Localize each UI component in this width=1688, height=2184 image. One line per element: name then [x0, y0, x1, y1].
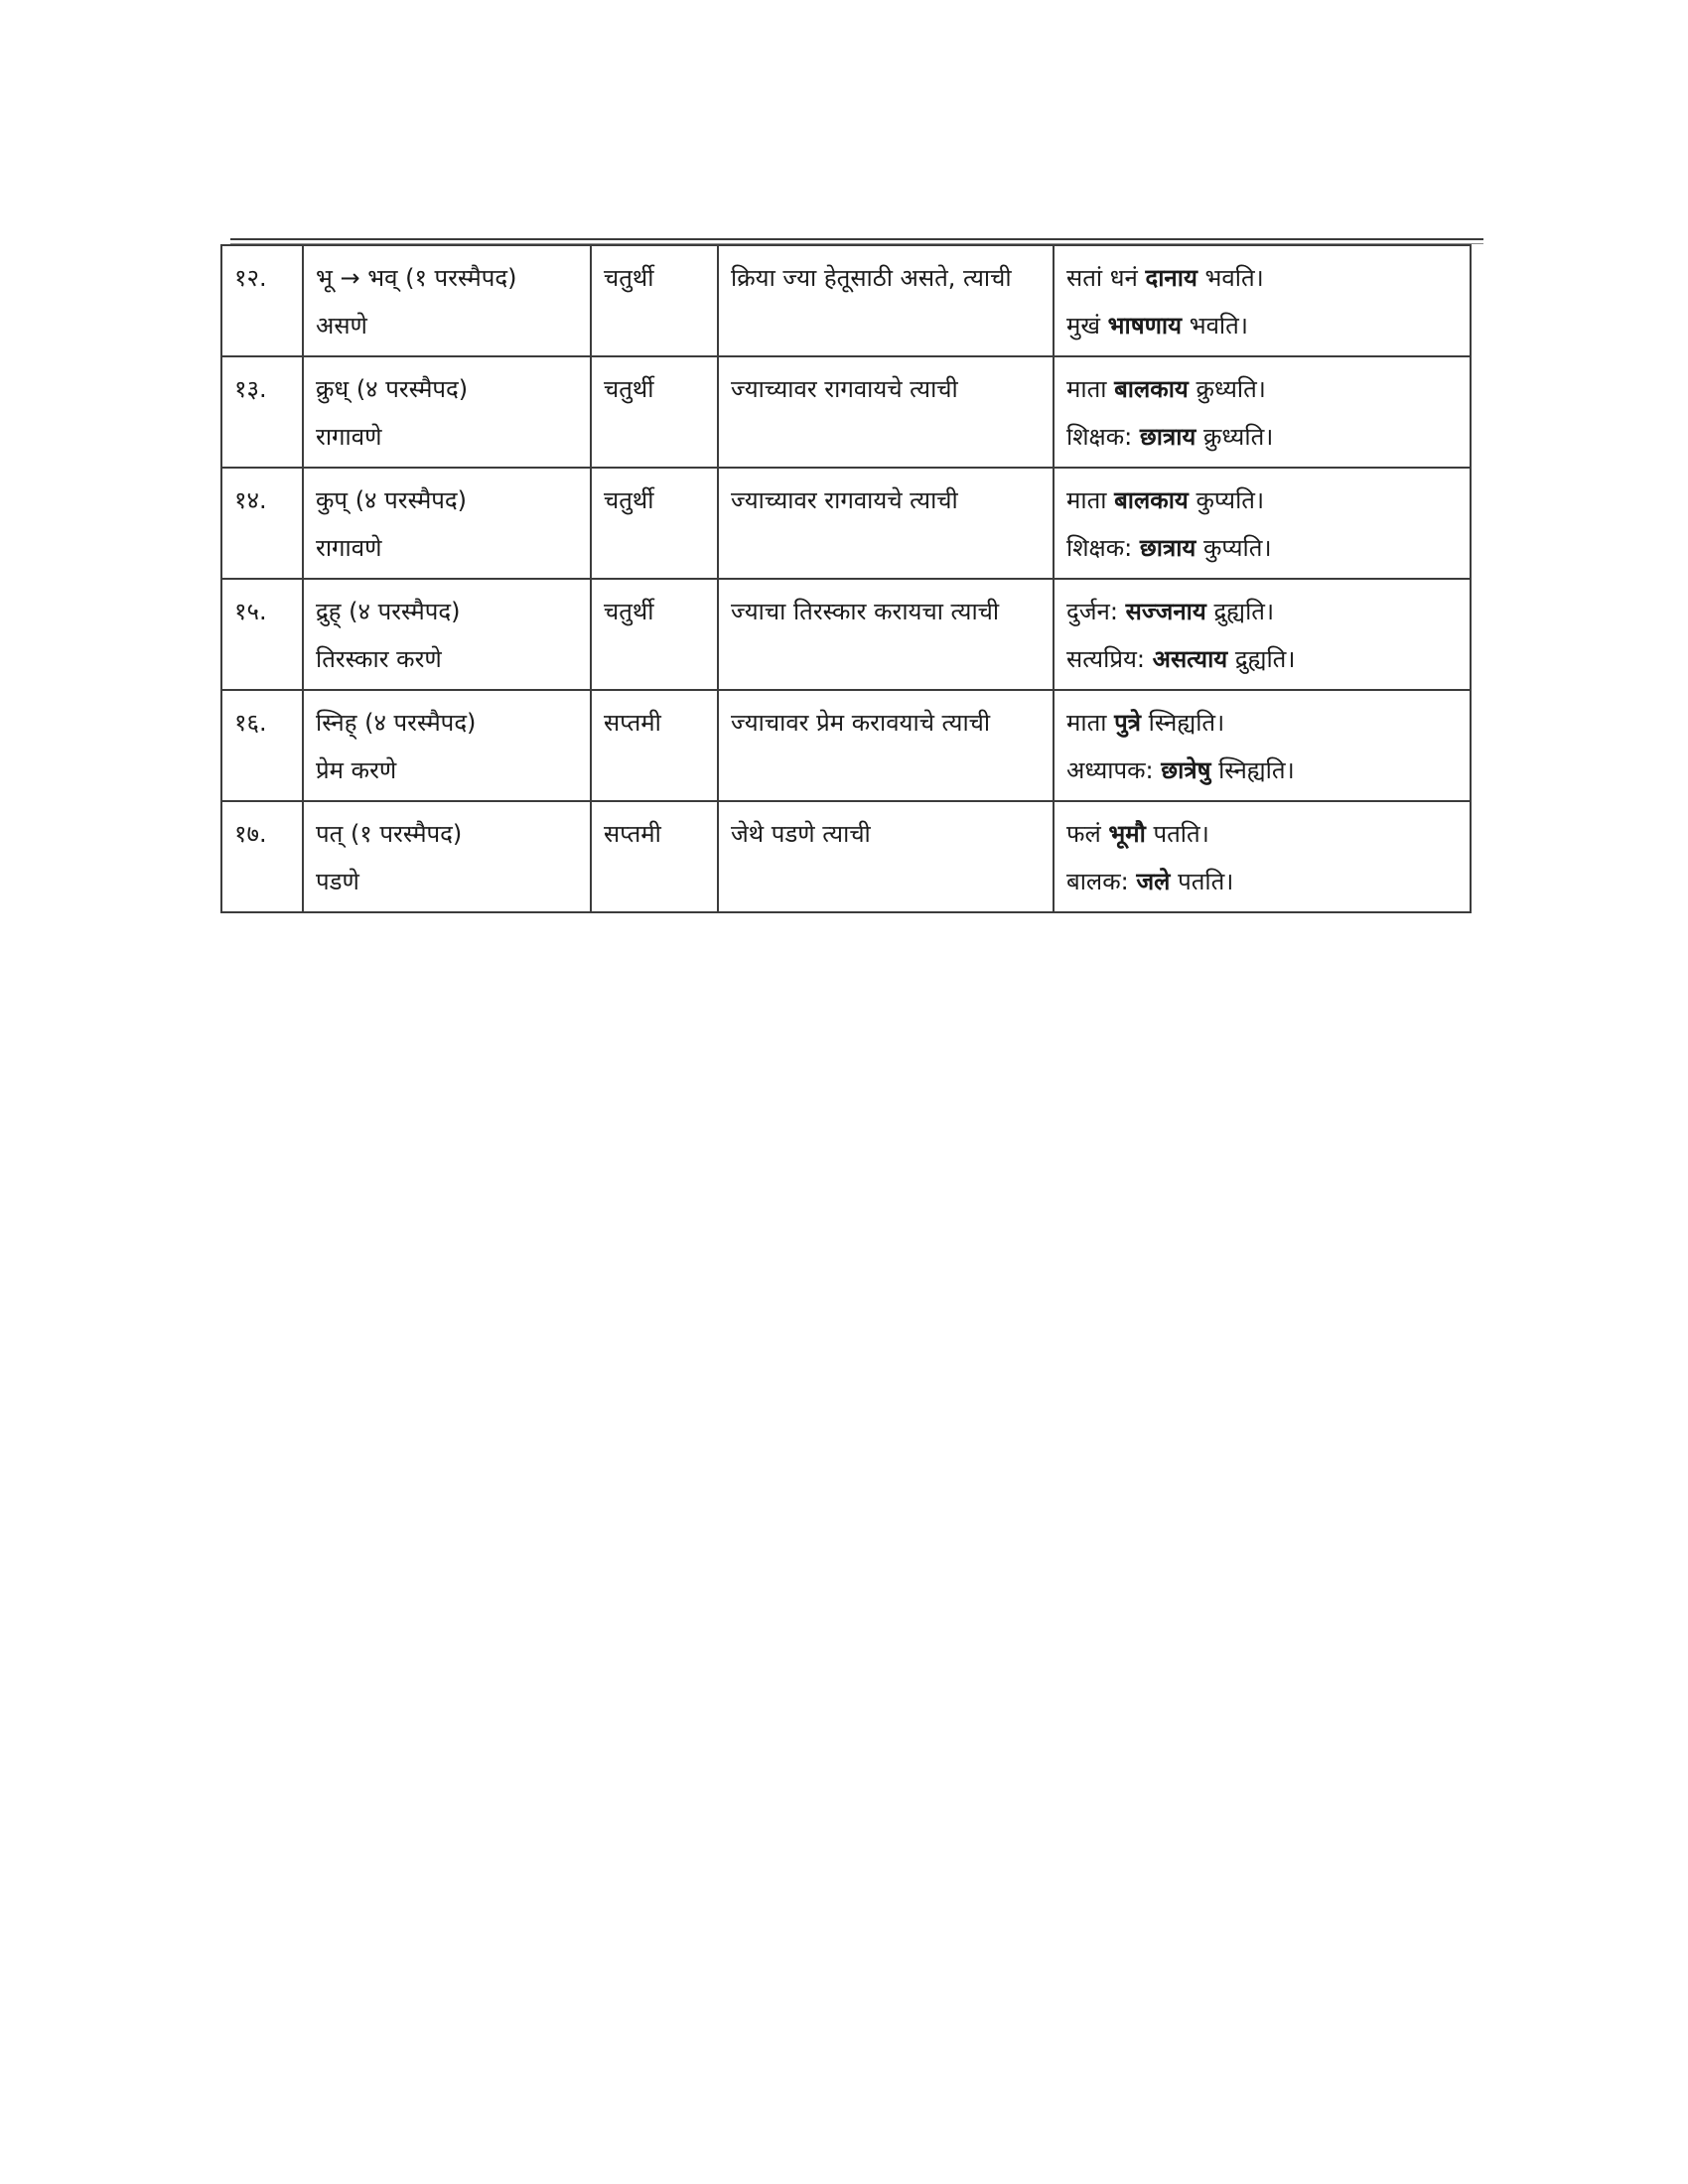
- verb-meaning: प्रेम करणे: [316, 756, 397, 784]
- row-number: १४.: [221, 468, 303, 579]
- table-row: [221, 579, 1471, 690]
- verb-root-cell: [303, 468, 591, 579]
- rule-cell: ज्याचावर प्रेम करावयाचे त्याची: [718, 690, 1054, 801]
- row-number: १५.: [221, 579, 303, 690]
- verb-meaning: पडणे: [316, 868, 359, 895]
- case-cell: चतुर्थी: [591, 579, 718, 690]
- rule-cell: ज्याचा तिरस्कार करायचा त्याची: [718, 579, 1054, 690]
- verb-root: भू → भव् (१ परस्मैपद): [316, 264, 517, 292]
- verb-meaning: तिरस्कार करणे: [316, 645, 442, 673]
- verb-root-cell: [303, 690, 591, 801]
- verb-root: पत् (१ परस्मैपद): [316, 820, 463, 848]
- table-row: [221, 245, 1471, 356]
- rule-cell: ज्याच्यावर रागवायचे त्याची: [718, 468, 1054, 579]
- example-sentence: मुखं भाषणाय भवति।: [1066, 312, 1248, 340]
- table-row: [221, 356, 1471, 468]
- example-sentence: माता पुत्रे स्निह्यति।: [1066, 709, 1225, 737]
- example-sentence: दुर्जन: सज्जनाय द्रुह्यति।: [1066, 598, 1275, 625]
- row-number: १६.: [221, 690, 303, 801]
- verb-meaning: रागावणे: [316, 534, 382, 562]
- examples-cell: [1054, 245, 1471, 356]
- verb-root-cell: [303, 801, 591, 912]
- verb-case-table: [220, 244, 1472, 913]
- example-sentence: सतां धनं दानाय भवति।: [1066, 264, 1264, 292]
- table-row: [221, 690, 1471, 801]
- rule-cell: ज्याच्यावर रागवायचे त्याची: [718, 356, 1054, 468]
- table-row: [221, 801, 1471, 912]
- example-sentence: माता बालकाय कुप्यति।: [1066, 486, 1265, 514]
- verb-root: स्निह् (४ परस्मैपद): [316, 709, 477, 737]
- verb-meaning: असणे: [316, 312, 367, 340]
- verb-root-cell: [303, 356, 591, 468]
- row-number: १३.: [221, 356, 303, 468]
- verb-meaning: रागावणे: [316, 423, 382, 451]
- top-rule: [230, 238, 1483, 240]
- verb-root: कुप् (४ परस्मैपद): [316, 486, 468, 514]
- examples-cell: [1054, 690, 1471, 801]
- examples-cell: [1054, 579, 1471, 690]
- verb-root: क्रुध् (४ परस्मैपद): [316, 375, 469, 403]
- case-cell: चतुर्थी: [591, 468, 718, 579]
- examples-cell: [1054, 356, 1471, 468]
- case-cell: सप्तमी: [591, 801, 718, 912]
- case-cell: सप्तमी: [591, 690, 718, 801]
- verb-root: द्रुह् (४ परस्मैपद): [316, 598, 461, 625]
- example-sentence: शिक्षक: छात्राय कुप्यति।: [1066, 534, 1272, 562]
- examples-cell: [1054, 468, 1471, 579]
- rule-cell: जेथे पडणे त्याची: [718, 801, 1054, 912]
- example-sentence: बालक: जले पतति।: [1066, 868, 1234, 895]
- example-sentence: शिक्षक: छात्राय क्रुध्यति।: [1066, 423, 1274, 451]
- verb-root-cell: [303, 579, 591, 690]
- table-row: [221, 468, 1471, 579]
- case-cell: चतुर्थी: [591, 356, 718, 468]
- example-sentence: फलं भूमौ पतति।: [1066, 820, 1209, 848]
- example-sentence: अध्यापक: छात्रेषु स्निह्यति।: [1066, 756, 1295, 784]
- row-number: १७.: [221, 801, 303, 912]
- example-sentence: सत्यप्रिय: असत्याय द्रुह्यति।: [1066, 645, 1296, 673]
- example-sentence: माता बालकाय क्रुध्यति।: [1066, 375, 1266, 403]
- examples-cell: [1054, 801, 1471, 912]
- row-number: १२.: [221, 245, 303, 356]
- rule-cell: क्रिया ज्या हेतूसाठी असते, त्याची: [718, 245, 1054, 356]
- case-cell: चतुर्थी: [591, 245, 718, 356]
- verb-root-cell: [303, 245, 591, 356]
